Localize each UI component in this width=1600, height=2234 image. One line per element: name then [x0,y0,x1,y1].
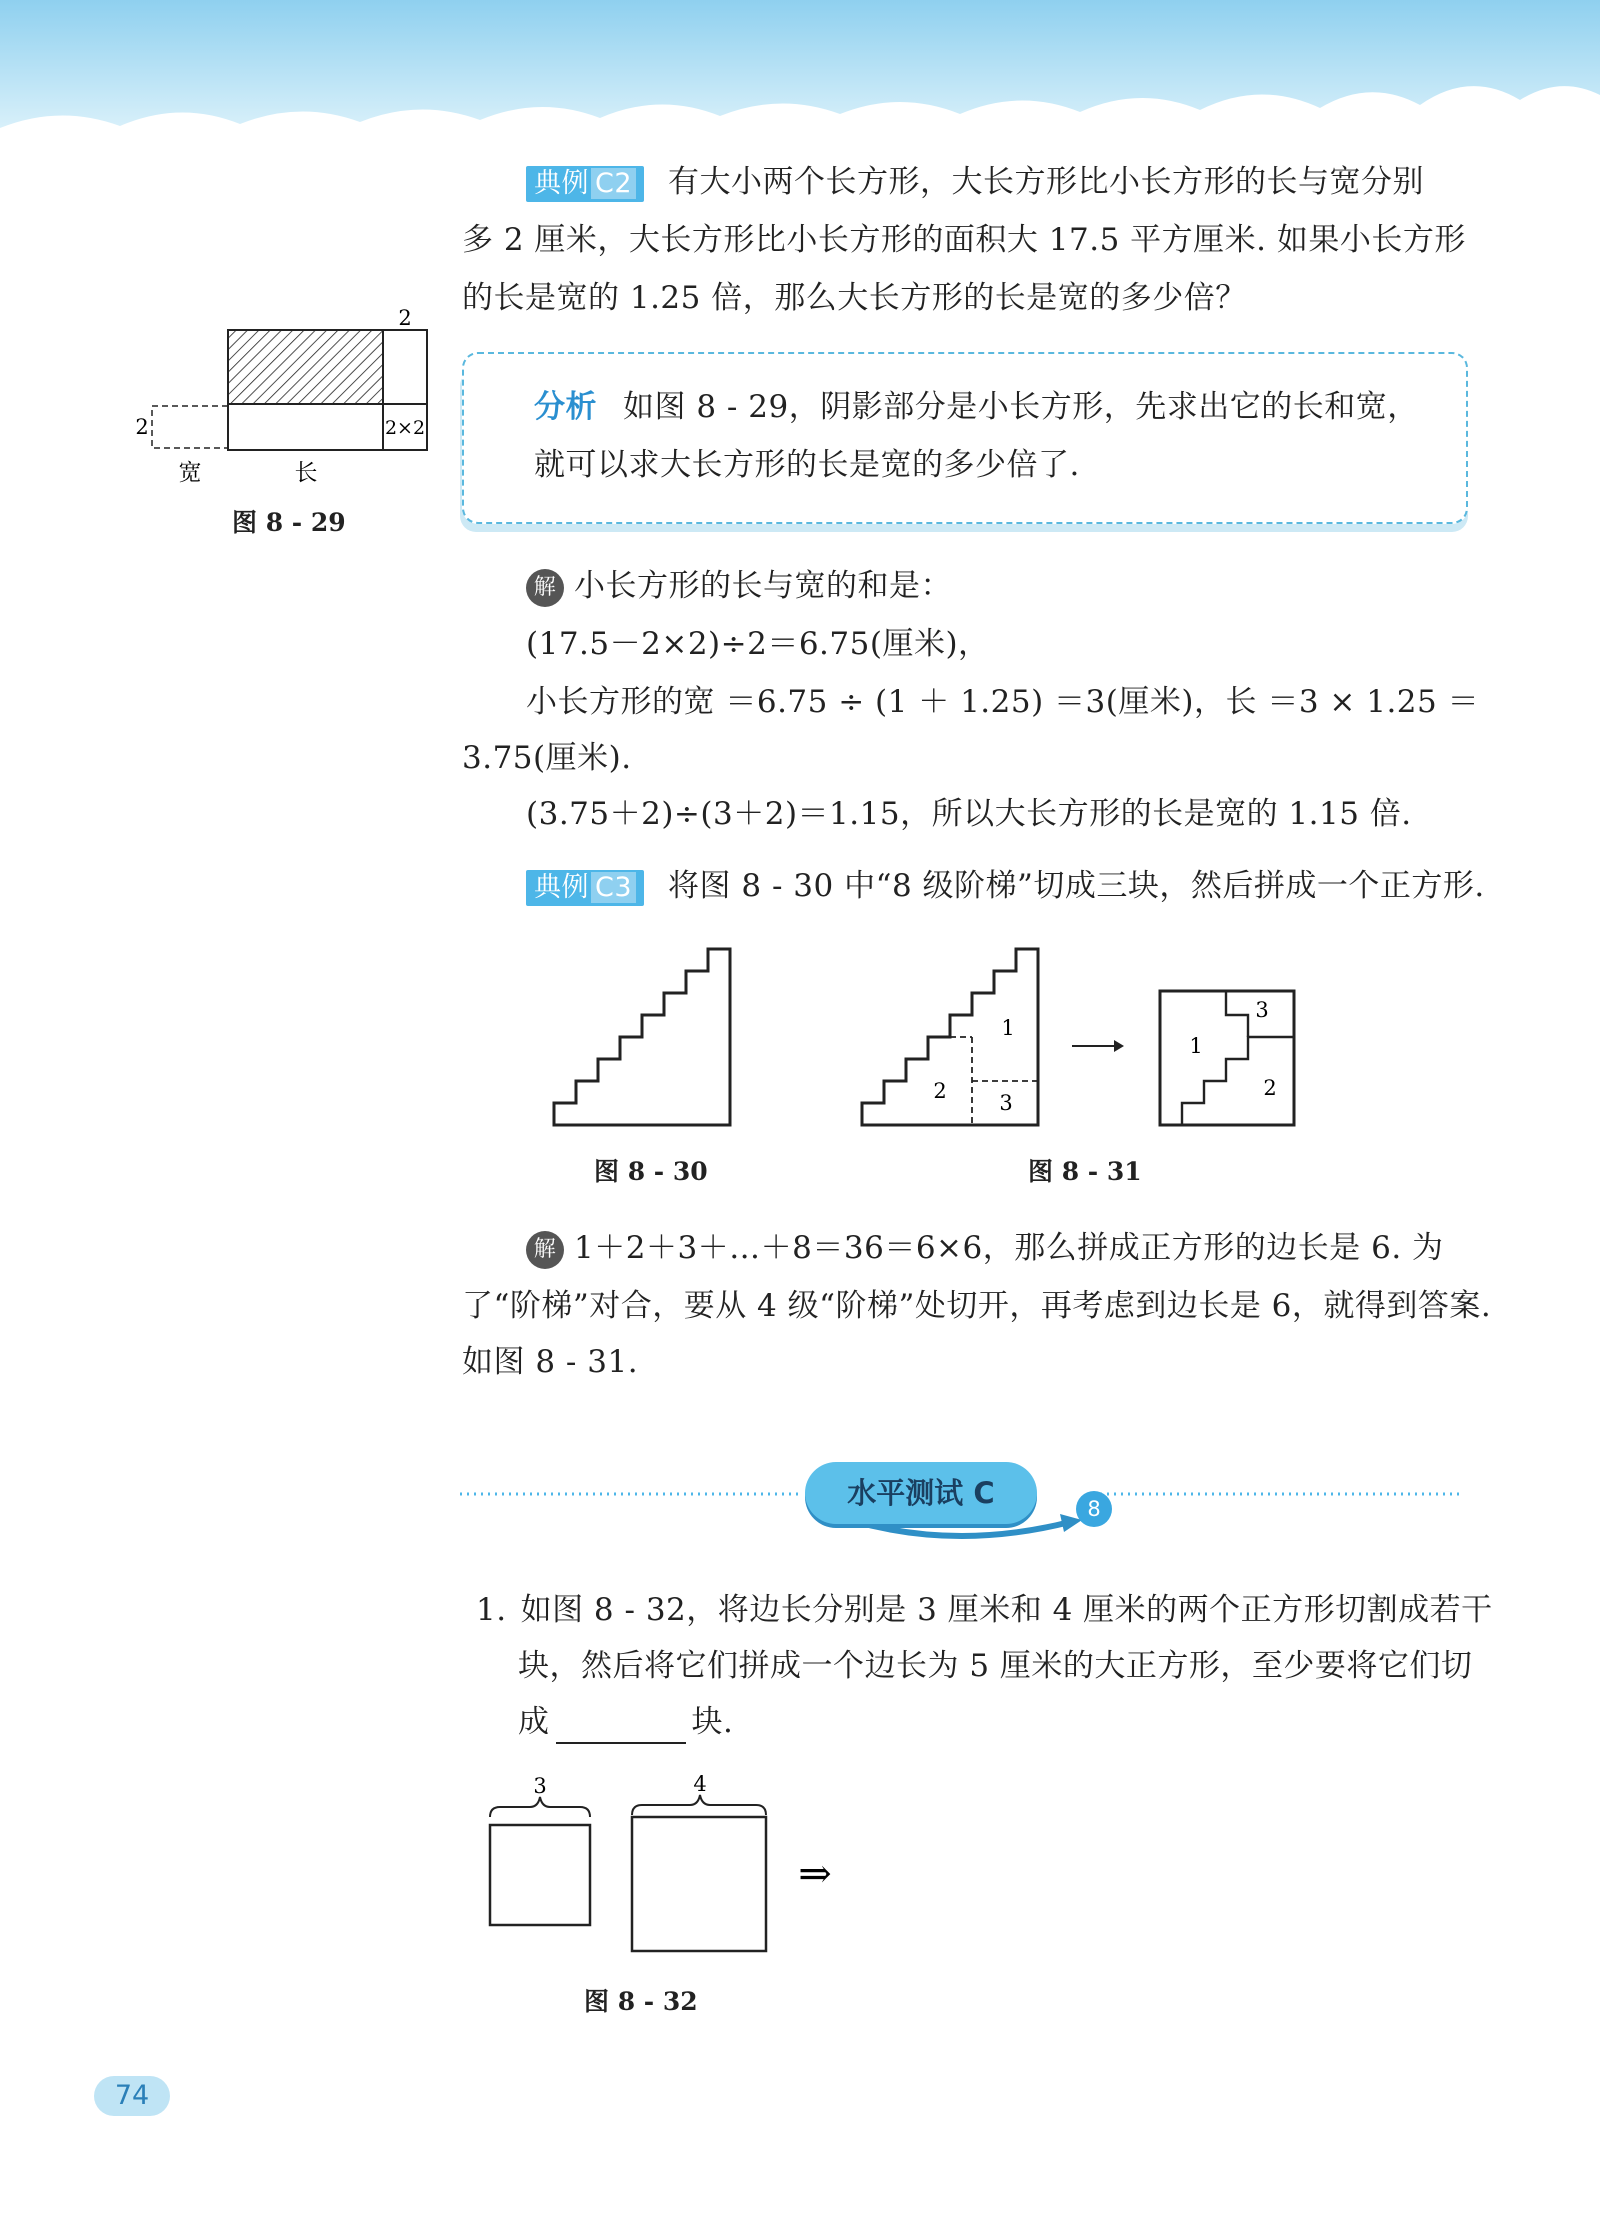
fig31-caption: 图 8 - 31 [1028,1157,1142,1186]
figure-8-30 [550,935,750,1135]
example-c2-line1: 典例 C2 有大小两个长方形，大长方形比小长方形的长与宽分别 [526,160,1424,204]
fig31-square-piece1-label: 1 [1189,1034,1203,1058]
fig31-square-piece2-label: 2 [1263,1076,1277,1100]
fig31-square-piece3-label: 3 [1255,998,1269,1022]
fig29-label-length: 长 [294,460,318,486]
solution-c3-line3: 如图 8 - 31. [462,1344,639,1380]
section-title: 水平测试 C [805,1462,1037,1524]
example-c2-line3: 的长是宽的 1.25 倍，那么大长方形的长是宽的多少倍？ [462,280,1247,316]
solution-c2-line4: 3.75(厘米). [462,740,632,776]
fig32-label-small: 3 [533,1775,547,1798]
question1-line3: 成 块. [518,1700,733,1744]
analysis-box [462,352,1468,524]
example-c3-line1: 典例 C3 将图 8 - 30 中“8 级阶梯”切成三块，然后拼成一个正方形. [526,864,1485,908]
solution-c2-line3: 小长方形的宽 ＝6.75 ÷ (1 ＋ 1.25) ＝3(厘米)，长 ＝3 × 1.25 ＝ [526,684,1480,720]
fig32-caption: 图 8 - 32 [584,1987,698,2016]
figure-8-31 [858,935,1318,1135]
fig31-piece1-label: 1 [1001,1016,1015,1040]
header-band [0,0,1600,130]
solution-c3-line2: 了“阶梯”对合，要从 4 级“阶梯”处切开，再考虑到边长是 6，就得到答案. [462,1288,1492,1324]
fig29-label-left: 2 [135,415,149,439]
section-number-badge: 8 [1076,1491,1112,1527]
fig29-label-width: 宽 [178,460,202,486]
fig29-label-top: 2 [398,306,412,330]
fig29-caption: 图 8 - 29 [232,508,346,537]
question1-line2: 块，然后将它们拼成一个边长为 5 厘米的大正方形，至少要将它们切 [518,1648,1473,1684]
example-badge: 典例 C3 [526,870,644,906]
fig30-caption: 图 8 - 30 [594,1157,708,1186]
figure-8-32 [480,1775,860,1965]
fig29-label-corner: 2×2 [384,417,426,439]
solution-c3-line1: 解 1＋2＋3＋…＋8＝36＝6×6，那么拼成正方形的边长是 6. 为 [526,1226,1444,1270]
example-badge: 典例 C2 [526,166,644,202]
solution-marker: 解 [526,1231,564,1269]
question1-line1: 1. 如图 8 - 32，将边长分别是 3 厘米和 4 厘米的两个正方形切割成若干 [476,1592,1493,1628]
solution-marker: 解 [526,569,564,607]
fig32-label-large: 4 [693,1775,707,1796]
example-c2-line2: 多 2 厘米，大长方形比小长方形的面积大 17.5 平方厘米. 如果小长方形 [462,222,1466,258]
question1-number: 1. [476,1592,507,1628]
page-number: 74 [94,2076,170,2116]
solution-c2-line5: (3.75＋2)÷(3＋2)＝1.15，所以大长方形的长是宽的 1.15 倍. [526,796,1412,832]
figure-8-29 [130,300,450,490]
implies-arrow-icon: ⇒ [798,1851,832,1897]
solution-c2-line1: 解 小长方形的长与宽的和是： [526,564,952,608]
fig31-piece3-label: 3 [999,1091,1013,1115]
fig31-piece2-label: 2 [933,1079,947,1103]
analysis-title: 分析 [534,389,597,425]
analysis-line2: 就可以求大长方形的长是宽的多少倍了. [534,447,1080,483]
answer-blank[interactable] [556,1712,686,1744]
solution-c2-line2: (17.5－2×2)÷2＝6.75(厘米)， [526,626,990,662]
analysis-line1: 分析 如图 8 - 29，阴影部分是小长方形，先求出它的长和宽， [534,389,1419,425]
